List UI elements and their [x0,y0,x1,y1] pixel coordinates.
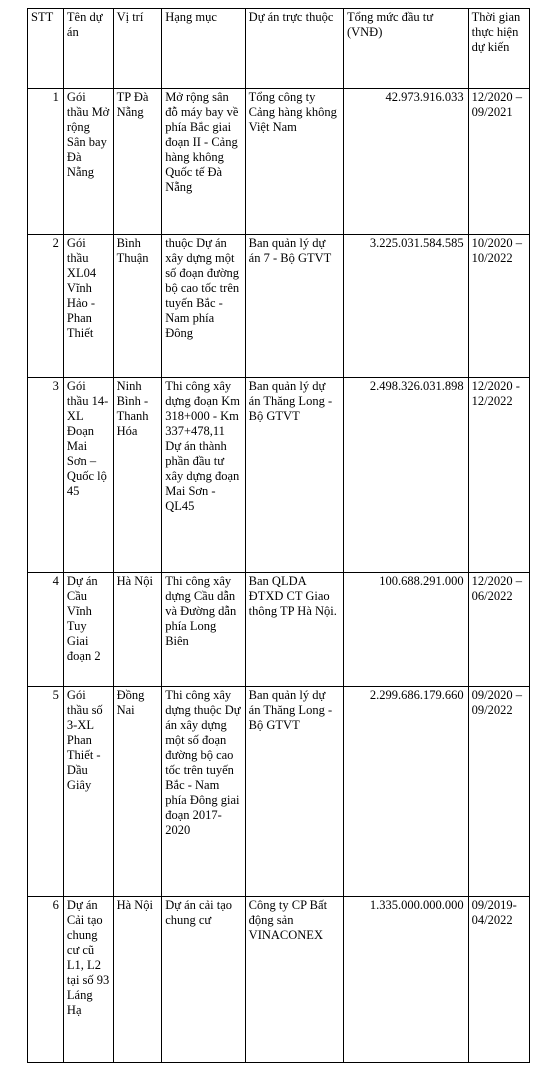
cell-owner: Ban quản lý dự án Thăng Long - Bộ GTVT [245,378,343,573]
cell-time: 10/2020 – 10/2022 [468,235,529,378]
cell-name: Gói thầu Mở rộng Sân bay Đà Nẵng [63,89,113,235]
cell-stt: 6 [28,897,64,1063]
cell-name: Dự án Cải tạo chung cư cũ L1, L2 tại số 93 Láng Hạ [63,897,113,1063]
table-row [28,89,530,235]
header-time: Thời gian thực hiện dự kiến [468,9,529,89]
cell-stt: 4 [28,573,64,687]
cell-stt: 2 [28,235,64,378]
header-category: Hạng mục [162,9,245,89]
cell-total: 2.498.326.031.898 [343,378,468,573]
cell-time: 12/2020 - 12/2022 [468,378,529,573]
table-row [28,897,530,1063]
cell-time: 12/2020 – 06/2022 [468,573,529,687]
cell-category: Thi công xây dựng thuộc Dự án xây dựng một số đoạn đường bộ cao tốc trên tuyến Bắc - Nam phía Đông giai đoạn 2017-2020 [162,687,245,897]
cell-stt: 3 [28,378,64,573]
cell-category: thuộc Dự án xây dựng một số đoạn đường bộ cao tốc trên tuyến Bắc - Nam phía Đông [162,235,245,378]
cell-owner: Ban QLDA ĐTXD CT Giao thông TP Hà Nội. [245,573,343,687]
header-owner: Dự án trực thuộc [245,9,343,89]
cell-category: Thi công xây dựng Cầu dẫn và Đường dẫn phía Long Biên [162,573,245,687]
table-header-row [28,9,530,89]
header-stt: STT [28,9,64,89]
cell-total: 100.688.291.000 [343,573,468,687]
cell-time: 09/2019-04/2022 [468,897,529,1063]
cell-location: Hà Nội [113,897,162,1063]
cell-owner: Ban quản lý dự án 7 - Bộ GTVT [245,235,343,378]
header-total: Tổng mức đầu tư (VNĐ) [343,9,468,89]
table-row [28,573,530,687]
table-row [28,687,530,897]
cell-location: Ninh Bình - Thanh Hóa [113,378,162,573]
cell-owner: Công ty CP Bất động sản VINACONEX [245,897,343,1063]
cell-name: Gói thầu 14-XL Đoạn Mai Sơn – Quốc lộ 45 [63,378,113,573]
cell-stt: 1 [28,89,64,235]
cell-stt: 5 [28,687,64,897]
cell-category: Thi công xây dựng đoạn Km 318+000 - Km 337+478,11 Dự án thành phần đầu tư xây dựng đoạn Mai Sơn - QL45 [162,378,245,573]
cell-location: Bình Thuận [113,235,162,378]
cell-time: 12/2020 – 09/2021 [468,89,529,235]
cell-owner: Ban quản lý dự án Thăng Long - Bộ GTVT [245,687,343,897]
cell-name: Gói thầu số 3-XL Phan Thiết - Dầu Giây [63,687,113,897]
cell-location: Đồng Nai [113,687,162,897]
cell-name: Gói thầu XL04 Vĩnh Hảo - Phan Thiết [63,235,113,378]
table-row [28,235,530,378]
projects-table [27,8,530,1063]
cell-owner: Tổng công ty Cảng hàng không Việt Nam [245,89,343,235]
cell-time: 09/2020 – 09/2022 [468,687,529,897]
header-name: Tên dự án [63,9,113,89]
cell-total: 1.335.000.000.000 [343,897,468,1063]
cell-location: TP Đà Nẵng [113,89,162,235]
cell-total: 2.299.686.179.660 [343,687,468,897]
cell-total: 42.973.916.033 [343,89,468,235]
header-location: Vị trí [113,9,162,89]
cell-name: Dự án Cầu Vĩnh Tuy Giai đoạn 2 [63,573,113,687]
cell-category: Mở rộng sân đỗ máy bay về phía Bắc giai đoạn II - Cảng hàng không Quốc tế Đà Nẵng [162,89,245,235]
table-row [28,378,530,573]
cell-location: Hà Nội [113,573,162,687]
cell-category: Dự án cải tạo chung cư [162,897,245,1063]
cell-total: 3.225.031.584.585 [343,235,468,378]
